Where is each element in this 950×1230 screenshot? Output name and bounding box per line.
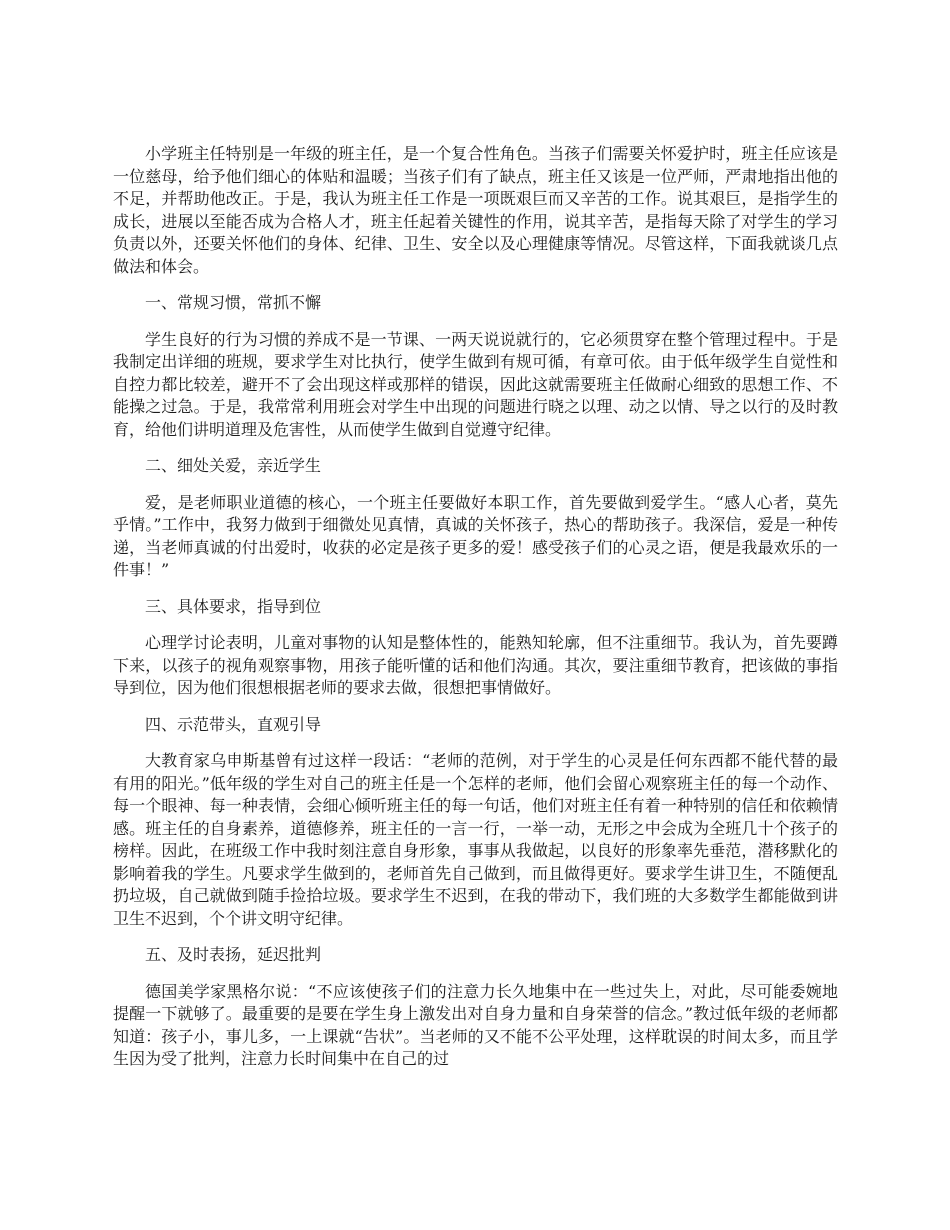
document-page (113, 143, 838, 1085)
section-heading-1: 一、常规习惯，常抓不懈 (145, 293, 322, 312)
section-heading-3: 三、具体要求，指导到位 (145, 596, 322, 616)
section-heading-5: 五、及时表扬，延迟批判 (145, 945, 322, 964)
section-heading-2: 二、细处关爱，亲近学生 (145, 456, 322, 475)
section-3-paragraph: 心理学讨论表明，儿童对事物的认知是整体性的，能熟知轮廓，但不注重细节。我认为，首先要蹲下来，以孩子的视角观察事物，用孩子能听懂的话和他们沟通。其次，要注重细节教育，把该做的事指导到位，因为他们很想根据老师的要求去做，很想把事情做好。 (113, 633, 838, 697)
intro-paragraph: 小学班主任特别是一年级的班主任，是一个复合性角色。当孩子们需要关怀爱护时，班主任应该是一位慈母，给予他们细心的体贴和温暖；当孩子们有了缺点，班主任又该是一位严师，严肃地指出他的不足，并帮助他改正。于是，我认为班主任工作是一项既艰巨而又辛苦的工作。说其艰巨，是指学生的成长，进展以至能否成为合格人才，班主任起着关键性的作用，说其辛苦，是指每天除了对学生的学习负责以外，还要关怀他们的身体、纪律、卫生、安全以及心理健康等情况。尽管这样，下面我就谈几点做法和体会。 (113, 144, 838, 276)
section-4-paragraph: 大教育家乌申斯基曾有过这样一段话：“老师的范例，对于学生的心灵是任何东西都不能代替的最有用的阳光。”低年级的学生对自己的班主任是一个怎样的老师，他们会留心观察班主任的每一个动作、每一个眼神、每一种表情，会细心倾听班主任的每一句话，他们对班主任有着一种特别的信任和依赖情感。班主任的自身素养，道德修养，班主任的一言一行，一举一动，无形之中会成为全班几十个孩子的榜样。因此，在班级工作中我时刻注意自身形象，事事从我做起，以良好的形象率先垂范，潜移默化的影响着我的学生。凡要求学生做到的，老师首先自己做到，而且做得更好。要求学生讲卫生，不随便乱扔垃圾，自己就做到随手捡拾垃圾。要求学生不迟到，在我的带动下，我们班的大多数学生都能做到讲卫生不迟到，个个讲文明守纪律。 (113, 751, 838, 928)
section-1-paragraph: 学生良好的行为习惯的养成不是一节课、一两天说说就行的，它必须贯穿在整个管理过程中。于是我制定出详细的班规，要求学生对比执行，使学生做到有规可循，有章可依。由于低年级学生自觉性和自控力都比较差，避开不了会出现这样或那样的错误，因此这就需要班主任做耐心细致的思想工作、不能操之过急。于是，我常常利用班会对学生中出现的问题进行晓之以理、动之以情、导之以行的及时教育，给他们讲明道理及危害性，从而使学生做到自觉遵守纪律。 (113, 329, 838, 439)
section-5-paragraph: 德国美学家黑格尔说：“不应该使孩子们的注意力长久地集中在一些过失上，对此，尽可能委婉地提醒一下就够了。最重要的是要在学生身上激发出对自身力量和自身荣誉的信念。”教过低年级的老师都知道：孩子小，事儿多，一上课就“告状”。当老师的又不能不公平处理，这样耽误的时间太多，而且学生因为受了批判，注意力长时间集中在自己的过 (113, 981, 838, 1068)
section-heading-4: 四、示范带头，直观引导 (145, 714, 322, 734)
section-2-paragraph: 爱，是老师职业道德的核心，一个班主任要做好本职工作，首先要做到爱学生。“感人心者，莫先乎情。”工作中，我努力做到于细微处见真情，真诚的关怀孩子，热心的帮助孩子。我深信，爱是一种传递，当老师真诚的付出爱时，收获的必定是孩子更多的爱！感受孩子们的心灵之语，便是我最欢乐的一件事！” (113, 492, 838, 579)
